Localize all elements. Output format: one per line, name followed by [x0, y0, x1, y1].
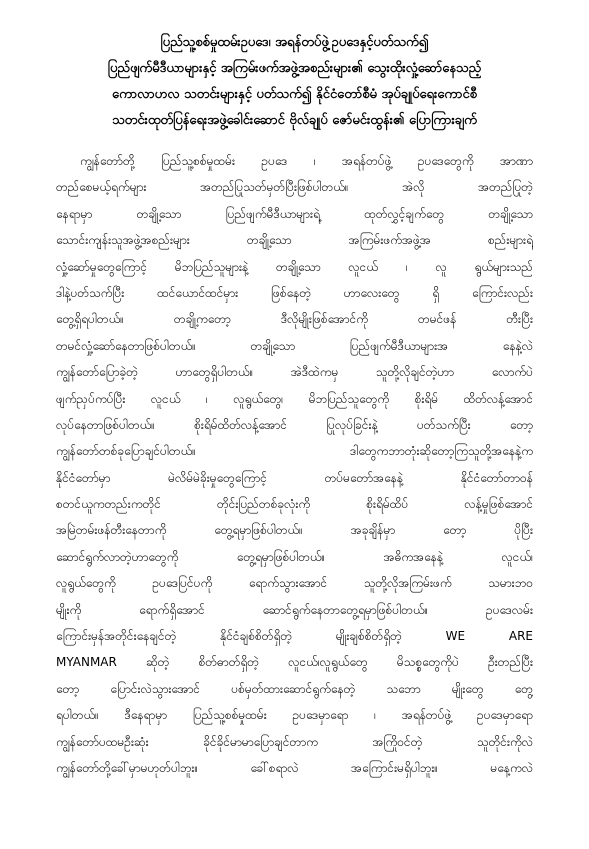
body-line: ကျွန်တော်တို့ ပြည်သူ့စစ်မှုထမ်း ဥပဒေ ၊ အရန်တပ်ဖွဲ့ ဥပဒေတွေကို အာဏာ: [80, 154, 533, 168]
title-line-2: ပြည်ဖျက်မီဒီယာများနှင့် အကြမ်းဖက်အဖွဲ့အစည်းများ၏ သွေးထိုးလှုံ့ဆော်နေသည့်: [107, 61, 482, 76]
body-line: ကျွန်တော်တို့ခေါ်မှာမဟုတ်ပါဘူး။ ခေါ်စရာလဲ အကြောင်းမရှိပါဘူး။ မနေ့ကလဲ: [56, 760, 533, 775]
document-title: [56, 30, 533, 134]
body-line: လူရွယ်တွေကို ဥပဒေပြင်ပကို ရောက်သွားအောင် သူတို့လိုအကြမ်းဖက် သမားဘဝ: [56, 576, 533, 591]
title-line-4: သတင်းထုတ်ပြန်ရေးအဖွဲ့ခေါင်းဆောင် ဗိုလ်ချုပ် ဇော်မင်းထွန်း၏ ပြောကြားချက်: [112, 113, 477, 128]
title-line-3: ကောလာဟလ သတင်းများနှင့် ပတ်သက်၍ နိုင်ငံတော်စီမံ အုပ်ချုပ်ရေးကောင်စီ: [112, 87, 477, 102]
body-line: ဆောင်ရွက်လာတဲ့ဟာတွေကို တွေ့ရမှာဖြစ်ပါတယ်။ အဓိကအနေနဲ့ လူငယ်၊: [56, 549, 533, 564]
body-line: ဒါနဲ့ပတ်သက်ပြီး ထင်ယောင်ထင်မှား ဖြစ်နေတဲ့ ဟာလေးတွေ ရှိ ကြောင်းလည်း: [56, 285, 533, 300]
title-line-1: ပြည်သူ့စစ်မှုထမ်းဥပဒေ၊ အရန်တပ်ဖွဲ့ဥပဒေနှင့်ပတ်သက်၍: [160, 35, 429, 50]
body-line: MYANMAR ဆိုတဲ့ စိတ်ဓာတ်ရှိတဲ့ လူငယ်၊လူရွယ်တွေ မိသစ္စတွေကိုပဲ ဦးတည်ပြီး: [56, 655, 533, 670]
body-line: ကျွန်တော်ပြောခဲ့တဲ့ ဟာတွေရှိပါတယ်။ အဲဒီထဲကမှ သူတို့လိုချင်တဲ့ဟာ လောက်ပဲ: [56, 365, 533, 380]
body-line: တည်စေမယ့်ရက်များ အတည်ပြုသတ်မှတ်ပြီးဖြစ်ပါတယ်။ အဲလို အတည်ပြုတဲ့: [56, 180, 533, 195]
body-line: တော့ ပြောင်းလဲသွားအောင် ပစ်မှတ်ထားဆောင်ရွက်နေတဲ့ သဘော မျိုးတွေ တွေ့: [56, 681, 533, 696]
body-line: မျိုးကို ရောက်ရှိအောင် ဆောင်ရွက်နေတာတွေ့ရမှာဖြစ်ပါတယ်။ ဥပဒေလမ်း: [56, 602, 533, 617]
body-line: ဖျက်ညှပ်ကပ်ပြီး လူငယ် ၊ လူရွယ်တွေ၊ မိဘပြည်သူတွေကို စိုးရိမ် ထိတ်လန့်အောင်: [56, 391, 533, 406]
body-line: ကျွန်တော်ပထမဦးဆုံး ခိုင်ခိုင်မာမာပြောချင်တာက အကြိုဝင်တဲ့ သူတိုင်းကိုလဲ: [56, 734, 533, 749]
body-line: ရပါတယ်။ ဒီနေရာမှာ ပြည်သူ့စစ်မှုထမ်း ဥပဒေမှာရော ၊ အရန်တပ်ဖွဲ့ ဥပဒေမှာရော: [56, 708, 533, 723]
body-line: လုပ်နေတာဖြစ်ပါတယ်။ စိုးရိမ်ထိတ်လန့်အောင် ပြုလုပ်ခြင်းနဲ့ ပတ်သက်ပြီး တော့: [56, 417, 533, 432]
body-line: သောင်းကျန်းသူအဖွဲ့အစည်းများ တချို့သော အကြမ်းဖက်အဖွဲ့အ စည်းများရဲ့: [56, 233, 533, 248]
body-line: ကျွန်တော်တစ်ခုပြောချင်ပါတယ်။ ဒါတွေကဘာတုံးဆိုတော့ကြသူတို့အနေနဲ့က: [56, 444, 533, 459]
body-line: စတင်ယူကတည်းကတိုင် တိုင်းပြည်တစ်ခုလုံးကို စိုးရိမ်ထိပ် လန့်မှုဖြစ်အောင်: [56, 497, 533, 512]
body-line: တမင်လှုံ့ဆော်နေတာဖြစ်ပါတယ်။ တချို့သော ပြည်ဖျက်မီဒီယာများအ နေနဲ့လဲ: [56, 338, 533, 353]
document-body: [56, 148, 533, 781]
body-line: တွေ့ရှိရပါတယ်။ တချို့ကတော့ ဒီလိုမျိုးဖြစ်အောင်ကို တမင်ဖန် တီးပြီး: [56, 312, 533, 327]
body-line: နိုင်ငံတော်မှာ မဲလိမ်မဲခိုးမှုတွေကြောင့် တပ်မတော်အနေနဲ့ နိုင်ငံတော်တာဝန်: [56, 470, 533, 485]
body-line: နေရာမှာ တချို့သော ပြည်ဖျက်မီဒီယာများရဲ့ ထုတ်လွှင့်ချက်တွေ တချို့သော: [56, 206, 533, 221]
body-line: ကြောင်းမှန်အတိုင်းနေချင်တဲ့ နိုင်ငံချစ်စိတ်ရှိတဲ့ မျိုးချစ်စိတ်ရှိတဲ့ WE ARE: [56, 629, 533, 644]
body-line: အမြဲတမ်းဖန်တီးနေတာကို တွေ့ရမှာဖြစ်ပါတယ်။ အခုချိန်မှာ တော့ ပိုပြီး: [56, 523, 533, 538]
body-line: လှုံ့ဆော်မှုတွေကြောင့် မိဘပြည်သူများနဲ့ တချို့သော လူငယ် ၊ လူ ရွယ်များသည်: [56, 259, 533, 274]
